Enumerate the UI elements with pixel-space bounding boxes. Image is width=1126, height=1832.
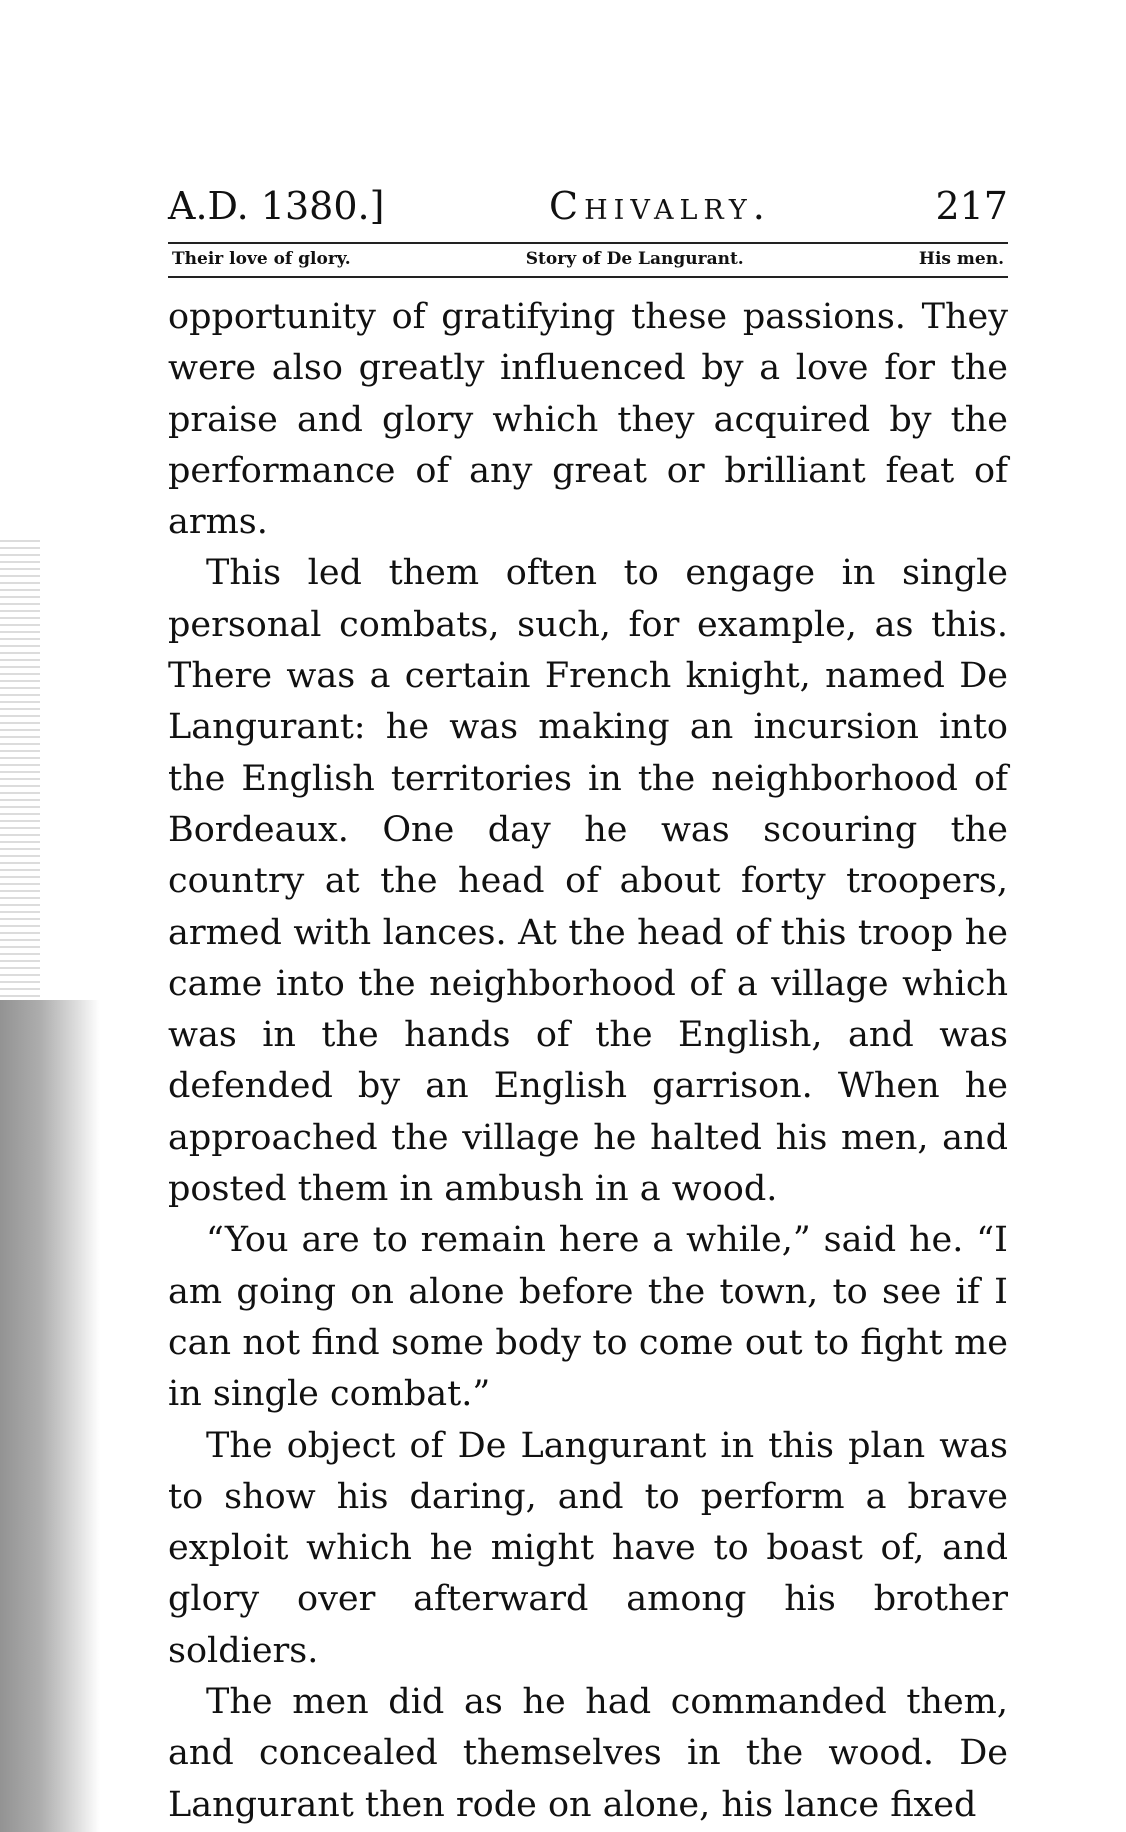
header-date: A.D. 1380.] [168, 184, 385, 228]
running-head [168, 180, 1008, 232]
book-page [168, 180, 1008, 1831]
body-text [168, 292, 1008, 1831]
topic-left: Their love of glory. [172, 249, 351, 269]
scan-binding-speckle [0, 540, 40, 1000]
paragraph: “You are to remain here a while,” said he. “I am going on alone before the town, to see if I can not find some body to come out to fight me in single combat.” [168, 1220, 1008, 1415]
header-title: Chivalry. [549, 184, 771, 228]
topic-right: His men. [918, 249, 1004, 269]
scan-binding-shadow [0, 1000, 100, 1832]
header-rule-bottom [168, 276, 1008, 278]
marginal-topics [168, 244, 1008, 274]
paragraph: The object of De Langurant in this plan was to show his daring, and to perform a brave exploit which he might have to boast of, and glory over afterward among his brother soldiers. [168, 1425, 1008, 1671]
page-number: 217 [935, 184, 1008, 228]
paragraph-continuation: opportunity of gratifying these passions. They were also greatly influenced by a love for the praise and glory which they acquired by the performance of any great or brilliant feat of arms. [168, 297, 1008, 543]
topic-center: Story of De Langurant. [525, 249, 744, 269]
paragraph: The men did as he had commanded them, and concealed themselves in the wood. De Langurant then rode on alone, his lance fixed [168, 1682, 1008, 1825]
paragraph: This led them often to engage in single personal combats, such, for example, as this. There was a certain French knight, named De Langurant: he was making an incursion into the English territories in the neighborhood of Bordeaux. One day he was scouring the country at the head of about forty troopers, armed with lances. At the head of this troop he came into the neighborhood of a village which was in the hands of the English, and was defended by an English garrison. When he approached the village he halted his men, and posted them in ambush in a wood. [168, 553, 1008, 1210]
